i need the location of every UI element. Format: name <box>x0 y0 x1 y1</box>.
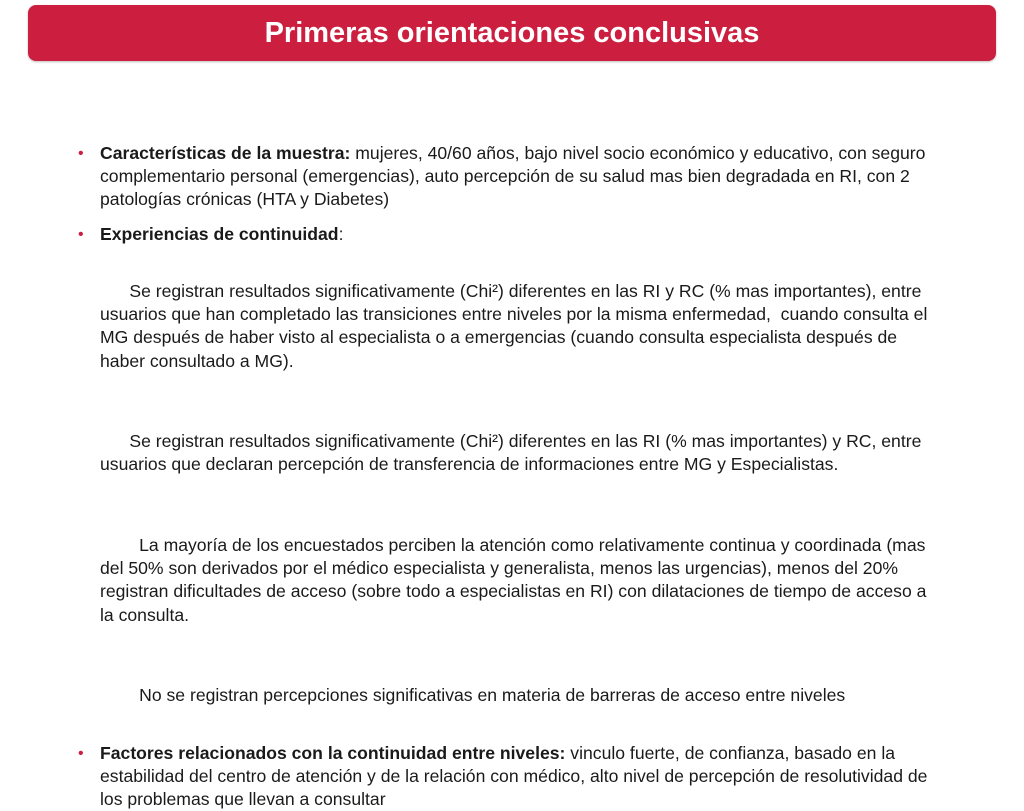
sub-paragraph <box>78 407 940 500</box>
slide-body <box>78 142 940 811</box>
sub-paragraph <box>78 257 940 396</box>
bullet-icon: • <box>78 225 84 243</box>
bullet-icon: • <box>78 744 84 762</box>
paragraph-text: La mayoría de los encuestados perciben la atención como relativamente continua y coordinada (mas del 50% son derivados por el médico especialista y generalista, menos las urgencias), menos del 20% registran dificultades de acceso (sobre todo a especialistas en RI) con dilataciones de tiempo de acceso a la consulta. <box>100 535 932 625</box>
sub-paragraph <box>78 661 940 731</box>
bullet-text: vinculo fuerte, de confianza, basado en la estabilidad del centro de atención y de la relación con médico, alto nivel de percepción de resolutividad de los problemas que llevan a consultar <box>100 742 928 810</box>
bullet-item <box>78 142 940 212</box>
bullet-item <box>78 742 940 811</box>
paragraph-text: Se registran resultados significativamente (Chi²) diferentes en las RI y RC (% mas importantes), entre usuarios que han completado las transiciones entre niveles por la misma enfermedad, cuando consulta el MG después de haber visto al especialista o a emergencias (cuando consulta especialista después de haber consultado a MG). <box>100 281 933 371</box>
bullet-text: : <box>338 223 344 244</box>
bullet-lead: Experiencias de continuidad <box>100 223 339 244</box>
paragraph-text: Se registran resultados significativamente (Chi²) diferentes en las RI (% mas importantes) y RC, entre usuarios que declaran percepción de transferencia de informaciones entre MG y Especialistas. <box>100 431 927 475</box>
page-title: Primeras orientaciones conclusivas <box>264 16 760 49</box>
bullet-icon: • <box>78 145 84 162</box>
bullet-item <box>78 223 940 246</box>
sub-paragraph <box>78 511 940 650</box>
bullet-text: mujeres, 40/60 años, bajo nivel socio económico y educativo, con seguro complementario personal (emergencias), auto percepción de su salud mas bien degradada en RI, con 2 patologías crónicas (HTA y Diabetes) <box>100 143 926 210</box>
title-bar <box>28 5 996 61</box>
bullet-lead: Características de la muestra: <box>100 143 351 163</box>
bullet-lead: Factores relacionados con la continuidad entre niveles: <box>100 742 566 763</box>
paragraph-text: No se registran percepciones significativas en materia de barreras de acceso entre niveles <box>119 685 846 706</box>
